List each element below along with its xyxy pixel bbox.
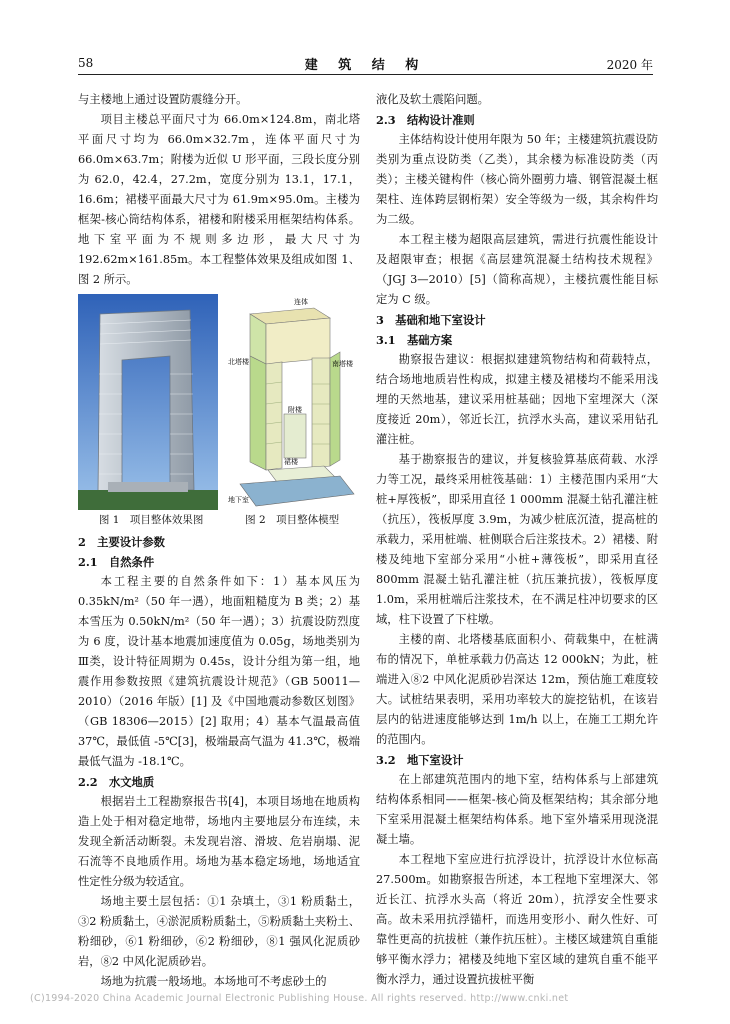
paragraph: 项目主楼总平面尺寸为 66.0m×124.8m，南北塔平面尺寸均为 66.0m×32.7m，连体平面尺寸为 66.0m×63.7m；附楼为近似 U 形平面，三段长度分别为 62.0，42.4，27.2m，宽度分别为 13.1，17.1，16.6m；裙楼平面最大尺寸为 61.9m×95.0m。主楼为框架-核心筒结构体系，裙楼和附楼采用框架结构体系。地下室平面为不规则多边形，最大尺寸为 192.62m×161.85m。本工程整体效果及组成如图 1、图 2 所示。 <box>78 113 360 286</box>
label-south-tower: 南塔楼 <box>332 360 353 368</box>
paragraph: 在上部建筑范围内的地下室，结构体系与上部建筑结构体系相同——框架-核心筒及框架结构；其余部分地下室采用混凝土框架结构体系。地下室外墙采用现浇混凝土墙。 <box>376 773 658 846</box>
paragraph: 根据岩土工程勘察报告书[4]，本项目场地在地质构造上处于相对稳定地带，场地内主要地层分布连续，未发现全新活动断裂。未发现岩溶、滑坡、危岩崩塌、泥石流等不良地质作用。场地为基本稳定场地，场地适宜性定性分级为较适宜。 <box>78 795 360 888</box>
paragraph: 本工程主楼为超限高层建筑，需进行抗震性能设计及超限审查；根据《高层建筑混凝土结构技术规程》（JGJ 3—2010）[5]（简称高规），主楼抗震性能目标定为 C 级。 <box>376 233 658 306</box>
section-heading: 3 基础和地下室设计 <box>376 313 486 327</box>
label-north-tower: 北塔楼 <box>228 358 249 366</box>
subsection-heading: 3.2 地下室设计 <box>376 753 464 767</box>
label-basement: 地下室 <box>228 496 249 504</box>
model-south-tower <box>312 352 340 468</box>
paragraph: 主楼的南、北塔楼基底面积小、荷载集中，在桩满布的情况下，单桩承载力仍高达 12 000kN；为此，桩端进入⑧2 中风化泥质砂岩深达 12m，预估施工难度较大。试桩结果表明，采用功率较大的旋挖钻机，在该岩层内的钻进速度能够达到 1m/h 以上，在施工工期允许的范围内。 <box>376 633 658 746</box>
model-connector <box>250 308 330 364</box>
running-header <box>78 52 653 75</box>
ground <box>78 490 218 510</box>
right-column <box>376 90 658 990</box>
label-annex: 附楼 <box>288 406 302 414</box>
paragraph: 与主楼地上通过设置防震缝分开。 <box>78 93 248 106</box>
paragraph: 基于勘察报告的建议，并复核验算基底荷载、水浮力等工况，最终采用桩筏基础：1）主楼范围内采用“大桩+厚筏板”，即采用直径 1 000mm 混凝土钻孔灌注桩（抗压），筏板厚度 3.9m，为减少桩底沉渣，提高桩的承载力，采用桩端、桩侧联合后注浆技术。2）裙楼、附楼及纯地下室部分采用“小桩+薄筏板”，即采用直径 800mm 混凝土钻孔灌注桩（抗压兼抗拔），筏板厚度 1.0m，采用桩端后注浆技术，在不满足柱冲切要求的区域，柱下设置了下柱墩。 <box>376 453 658 626</box>
page-number: 58 <box>78 56 94 70</box>
figure-row <box>78 294 360 510</box>
label-connector: 连体 <box>294 298 308 306</box>
paragraph: 场地主要土层包括：①1 杂填土，③1 粉质黏土，③2 粉质黏土，④淤泥质粉质黏土，⑤粉质黏土夹粉土、粉细砂，⑥1 粉细砂，⑥2 粉细砂，⑧1 强风化泥质砂岩，⑧2 中风化泥质砂岩。 <box>78 895 360 968</box>
figure-1-caption: 图 1 项目整体效果图 <box>98 514 204 526</box>
subsection-heading: 3.1 基础方案 <box>376 333 453 347</box>
subsection-heading: 2.3 结构设计准则 <box>376 113 475 127</box>
figure-2-caption: 图 2 项目整体模型 <box>245 514 340 526</box>
paragraph: 主体结构设计使用年限为 50 年；主楼建筑抗震设防类别为重点设防类（乙类），其余楼为标准设防类（丙类）；主楼关键构件（核心筒外圈剪力墙、钢管混凝土框架柱、连体跨层钢桁架）安全等级为一级，其余构件均为二级。 <box>376 133 658 226</box>
subsection-heading: 2.1 自然条件 <box>78 555 155 569</box>
paragraph: 本工程主要的自然条件如下：1）基本风压为 0.35kN/m²（50 年一遇），地面粗糙度为 B 类；2）基本雪压为 0.50kN/m²（50 年一遇）；3）抗震设防烈度为 6 度，设计基本地震加速度值为 0.05g，场地类别为Ⅲ类，设计特征周期为 0.45s，设计分组为第一组，地震作用参数按照《建筑抗震设计规范》（GB 50011—2010）（2016 年版）[1] 及《中国地震动参数区划图》（GB 18306—2015）[2] 取用；4）基本气温最高值 37℃，最低值 -5℃[3]，极端最高气温为 41.3℃，极端最低气温为 -18.1℃。 <box>78 575 360 768</box>
figure-captions <box>78 512 360 528</box>
copyright-footer: (C)1994-2020 China Academic Journal Electronic Publishing House. All rights reserved. http://www.cnki.net <box>30 993 569 1004</box>
journal-title: 建 筑 结 构 <box>304 58 427 73</box>
model-annex <box>284 414 306 458</box>
paragraph: 勘察报告建议：根据拟建建筑物结构和荷载特点，结合场地地质岩性构成，拟建主楼及裙楼均不能采用浅埋的天然地基，建议采用桩基础；因地下室埋深大（深度接近 20m），邻近长江，抗浮水头高，建议采用钻孔灌注桩。 <box>376 353 658 446</box>
issue-year: 2020 年 <box>606 58 653 72</box>
left-column <box>78 90 360 992</box>
figure-2-model <box>228 294 358 510</box>
label-podium: 裙楼 <box>284 458 298 466</box>
podium <box>108 482 188 492</box>
model-basement <box>240 476 354 506</box>
section-heading: 2 主要设计参数 <box>78 535 165 549</box>
paragraph: 本工程地下室应进行抗浮设计，抗浮设计水位标高 27.500m。如勘察报告所述，本工程地下室埋深大、邻近长江、抗浮水头高（将近 20m），抗浮安全性要求高。故未采用抗浮锚杆，而选用变形小、耐久性好、可靠性更高的抗拔桩（兼作抗压桩）。主楼区域建筑自重能够平衡水浮力；裙楼及纯地下室区域的建筑自重不能平衡水浮力，通过设置抗拔桩平衡 <box>376 853 658 986</box>
paragraph: 液化及软土震陷问题。 <box>376 93 489 106</box>
figure-1-rendering <box>78 294 218 510</box>
subsection-heading: 2.2 水文地质 <box>78 775 155 789</box>
model-north-tower <box>250 356 282 470</box>
paragraph: 场地为抗震一般场地。本场地可不考虑砂土的 <box>100 975 327 988</box>
